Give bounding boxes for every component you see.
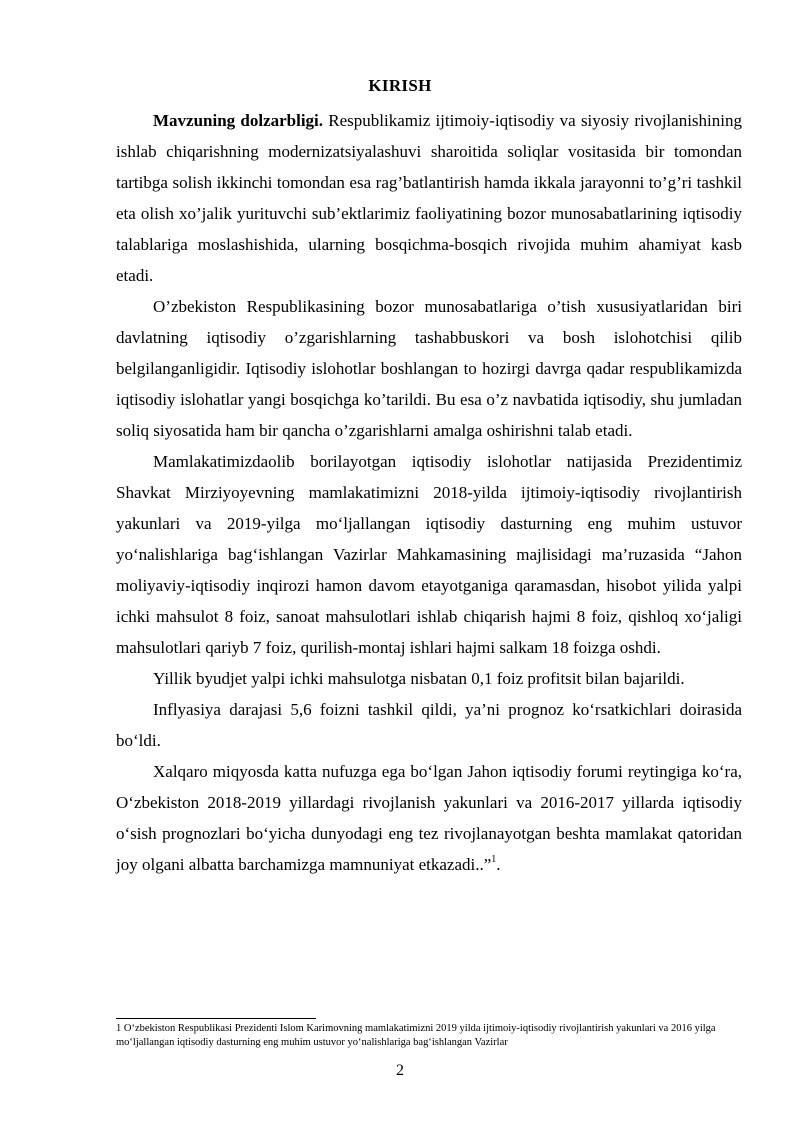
paragraph-forum <box>116 756 742 880</box>
section-heading: KIRISH <box>368 76 432 95</box>
paragraph-relevance <box>116 105 742 291</box>
paragraph-reforms: Mamlakatimizdaolib borilayotgan iqtisodiy islohotlar natijasida Prezidentimiz Shavkat Mirziyoyevning mamlakatimizni 2018-yilda ijtimoiy-iqtisodiy rivojlantirish yakunlari va 2019-yilga mo‘ljallangan iqtisodiy dasturning eng muhim ustuvor yo‘nalishlariga bag‘ishlangan Vazirlar Mahkamasining majlisidagi ma’ruzasida “Jahon moliyaviy-iqtisodiy inqirozi hamon davom etayotganiga qaramasdan, hisobot yilida yalpi ichki mahsulot 8 foiz, sanoat mahsulotlari ishlab chiqarish hajmi 8 foiz, qishloq xo‘jaligi mahsulotlari qariyb 7 foiz, qurilish-montaj ishlari hajmi salkam 18 foizga oshdi. <box>116 452 742 657</box>
relevance-text: Respublikamiz ijtimoiy-iqtisodiy va siyosiy rivojlanishining ishlab chiqarishning modernizatsiyalashuvi sharoitida soliqlar vositasida bir tomondan tartibga solish ikkinchi tomondan esa rag’batlantirish hamda ikkala jarayonni to’g’ri tashkil eta olish xo’jalik yurituvchi sub’ektlarimiz faoliyatining bozor munosabatlarining iqtisodiy talablariga moslashishida, ularning bosqichma-bosqich rivojida muhim ahamiyat kasb etadi. <box>116 111 742 285</box>
paragraph-inflation: Inflyasiya darajasi 5,6 foizni tashkil qildi, ya’ni prognoz ko‘rsatkichlari doirasida bo‘ldi. <box>116 700 742 750</box>
footnote-divider <box>116 1018 316 1019</box>
paragraph-budget: Yillik byudjet yalpi ichki mahsulotga nisbatan 0,1 foiz profitsit bilan bajarildi. <box>153 669 685 688</box>
page-number: 2 <box>396 1062 404 1079</box>
relevance-lead: Mavzuning dolzarbligi. <box>153 111 324 130</box>
paragraph-transition: O’zbekiston Respublikasining bozor munosabatlariga o’tish xususiyatlaridan biri davlatning iqtisodiy o’zgarishlarning tashabbuskori va bosh islohotchisi qilib belgilanganligidir. Iqtisodiy islohotlar boshlangan to hozirgi davrga qadar respublikamizda iqtisodiy islohatlar yangi bosqichga ko’tarildi. Bu esa o’z navbatida iqtisodiy, shu jumladan soliq siyosatida ham bir qancha o’zgarishlarni amalga oshirishni talab etadi. <box>116 297 742 440</box>
forum-end: . <box>496 855 501 874</box>
body-text <box>116 105 742 880</box>
footnote: 1 O‘zbekiston Respublikasi Prezidenti Islom Karimovning mamlakatimizni 2019 yilda ijtimoiy-iqtisodiy rivojlantirish yakunlari va 2016 yilga mo‘ljallangan iqtisodiy dasturning eng muhim ustuvor yo‘nalishlariga bag‘ishlangan Vazirlar <box>116 1023 716 1048</box>
forum-text: Xalqaro miqyosda katta nufuzga ega bo‘lgan Jahon iqtisodiy forumi reytingiga ko‘ra, O‘zbekiston 2018-2019 yillardagi rivojlanish yakunlari va 2016-2017 yillarda iqtisodiy o‘sish prognozlari bo‘yicha dunyodagi eng tez rivojlanayotgan beshta mamlakat qatoridan joy olgani albatta barchamizga mamnuniyat etkazadi..” <box>116 762 742 874</box>
footnote-reference[interactable]: 1 <box>491 854 497 866</box>
